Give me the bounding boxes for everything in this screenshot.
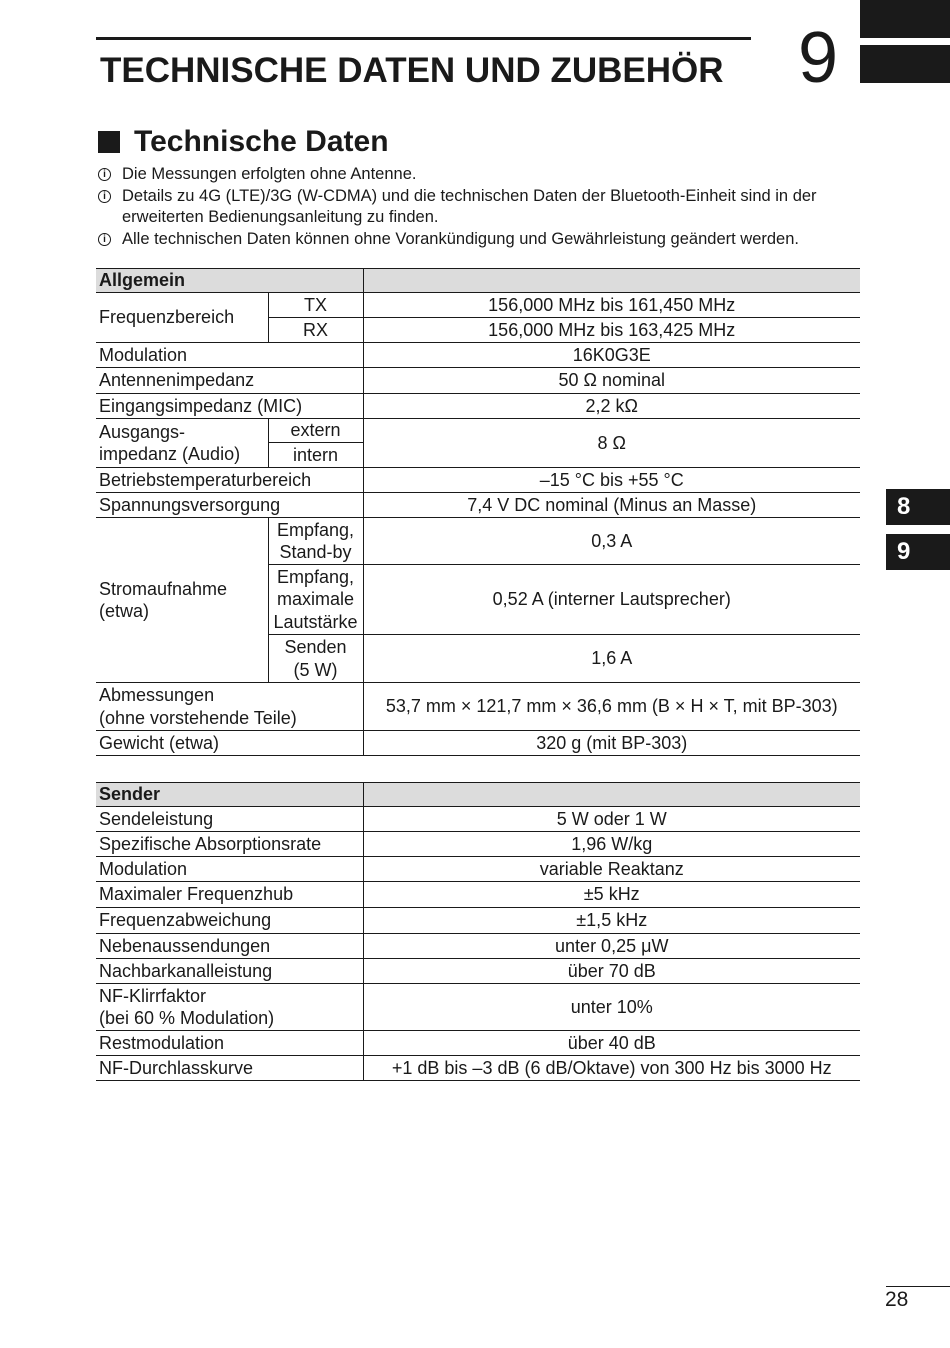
- row-label: Modulation: [96, 343, 363, 368]
- row-label: Nachbarkanalleistung: [96, 959, 363, 984]
- transmitter-heading: Sender: [96, 783, 363, 807]
- note-text: Alle technischen Daten können ohne Vorankündigung und Gewährleistung geändert werden.: [122, 229, 799, 248]
- row-value: +1 dB bis –3 dB (6 dB/Oktave) von 300 Hz bis 3000 Hz: [363, 1056, 860, 1081]
- chapter-number: 9: [798, 18, 839, 98]
- chapter-title: TECHNISCHE DATEN UND ZUBEHÖR: [100, 51, 724, 90]
- row-label-line: NF-Klirrfaktor: [99, 985, 206, 1006]
- table-row: [96, 857, 860, 882]
- row-value: 50 Ω nominal: [363, 368, 860, 394]
- row-sublabel: extern: [268, 419, 363, 443]
- row-value: 16K0G3E: [363, 343, 860, 368]
- row-label: [96, 984, 363, 1031]
- section-heading: [98, 124, 389, 160]
- row-label: Frequenzbereich: [96, 293, 268, 343]
- header-blank-cell: [363, 269, 860, 293]
- table-row: [96, 468, 860, 493]
- row-sublabel-line: Senden: [284, 637, 347, 657]
- section-title: Technische Daten: [134, 125, 389, 158]
- table-row: [96, 807, 860, 832]
- square-bullet-icon: [98, 131, 120, 153]
- row-sublabel: intern: [268, 443, 363, 468]
- row-value: 5 W oder 1 W: [363, 807, 860, 832]
- general-heading: Allgemein: [96, 269, 363, 293]
- side-tab-9[interactable]: 9: [886, 534, 950, 570]
- table-row: [96, 984, 860, 1031]
- table-row: [96, 934, 860, 959]
- note-item: [98, 186, 868, 229]
- row-sublabel: TX: [268, 293, 363, 318]
- table-row: [96, 959, 860, 984]
- row-value: 156,000 MHz bis 163,425 MHz: [363, 318, 860, 343]
- table-row: [96, 518, 860, 565]
- row-sublabel-line: Empfang,: [276, 566, 355, 587]
- row-value: 1,6 A: [363, 635, 860, 683]
- row-value: 156,000 MHz bis 161,450 MHz: [363, 293, 860, 318]
- table-row: [96, 343, 860, 368]
- header-blank-cell: [363, 783, 860, 807]
- footer-rule: [886, 1286, 950, 1287]
- row-label: Eingangsimpedanz (MIC): [96, 394, 363, 419]
- row-value: unter 10%: [363, 984, 860, 1031]
- table-row: [96, 683, 860, 731]
- row-sublabel-line: maximale: [276, 589, 355, 610]
- chapter-tab-bar-top: [860, 0, 950, 38]
- general-spec-table: [96, 268, 860, 756]
- table-row: [96, 1056, 860, 1081]
- row-sublabel: [268, 635, 363, 683]
- row-label: NF-Durchlasskurve: [96, 1056, 363, 1081]
- row-label: [96, 683, 363, 731]
- note-item: [98, 229, 868, 251]
- table-row: [96, 419, 860, 443]
- page-number: 28: [885, 1288, 909, 1311]
- row-value: 2,2 kΩ: [363, 394, 860, 419]
- table-row: [96, 882, 860, 908]
- row-value: 1,96 W/kg: [363, 832, 860, 857]
- row-label-line: (ohne vorstehende Teile): [99, 707, 297, 728]
- header-rule: [96, 37, 751, 40]
- table-header-row: [96, 783, 860, 807]
- row-value: –15 °C bis +55 °C: [363, 468, 860, 493]
- table-row: [96, 293, 860, 318]
- table-row: [96, 908, 860, 934]
- row-label-line: impedanz (Audio): [99, 444, 241, 464]
- notes-list: [98, 164, 868, 250]
- row-label: Maximaler Frequenzhub: [96, 882, 363, 908]
- note-item: [98, 164, 868, 186]
- note-text: Details zu 4G (LTE)/3G (W-CDMA) und die technischen Daten der Bluetooth-Einheit sind in der erweiterten Bedienungsanleitung zu finden.: [122, 186, 817, 226]
- info-icon: i: [98, 233, 111, 246]
- table-row: [96, 394, 860, 419]
- row-value: über 70 dB: [363, 959, 860, 984]
- table-row: [96, 832, 860, 857]
- row-label-line: (etwa): [99, 601, 150, 621]
- row-label: Spezifische Absorptionsrate: [96, 832, 363, 857]
- table-row: [96, 368, 860, 394]
- row-value: unter 0,25 μW: [363, 934, 860, 959]
- side-tab-8[interactable]: 8: [886, 489, 950, 525]
- row-value: ±1,5 kHz: [363, 908, 860, 934]
- row-label: Nebenaussendungen: [96, 934, 363, 959]
- row-sublabel-line: Stand-by: [279, 542, 352, 562]
- row-value: 8 Ω: [363, 419, 860, 468]
- row-value: 53,7 mm × 121,7 mm × 36,6 mm (B × H × T, mit BP-303): [363, 683, 860, 731]
- table-row: [96, 1031, 860, 1056]
- table-header-row: [96, 269, 860, 293]
- row-value: über 40 dB: [363, 1031, 860, 1056]
- row-value: 0,52 A (interner Lautsprecher): [363, 565, 860, 635]
- row-label: Restmodulation: [96, 1031, 363, 1056]
- chapter-tab-bar-bottom: [860, 45, 950, 83]
- row-value: 320 g (mit BP-303): [363, 731, 860, 756]
- row-label-line: Ausgangs-: [99, 421, 186, 442]
- table-row: [96, 731, 860, 756]
- row-sublabel-line: (5 W): [293, 659, 338, 680]
- row-label: Spannungsversorgung: [96, 493, 363, 518]
- row-label: [96, 518, 268, 683]
- row-sublabel-line: Empfang,: [276, 519, 355, 540]
- row-value: ±5 kHz: [363, 882, 860, 908]
- row-label: Frequenzabweichung: [96, 908, 363, 934]
- row-label: Betriebstemperaturbereich: [96, 468, 363, 493]
- row-label-line: Stromaufnahme: [99, 578, 228, 599]
- row-sublabel: RX: [268, 318, 363, 343]
- row-label: Gewicht (etwa): [96, 731, 363, 756]
- row-sublabel-line: Lautstärke: [273, 611, 358, 632]
- row-value: 7,4 V DC nominal (Minus an Masse): [363, 493, 860, 518]
- row-label: Antennenimpedanz: [96, 368, 363, 394]
- row-label: [96, 419, 268, 468]
- row-value: 0,3 A: [363, 518, 860, 565]
- note-text: Die Messungen erfolgten ohne Antenne.: [122, 165, 417, 183]
- row-value: variable Reaktanz: [363, 857, 860, 882]
- table-row: [96, 493, 860, 518]
- info-icon: i: [98, 190, 111, 203]
- row-sublabel: [268, 518, 363, 565]
- info-icon: i: [98, 168, 111, 181]
- row-label-line: Abmessungen: [99, 685, 215, 705]
- row-sublabel: [268, 565, 363, 635]
- row-label: Modulation: [96, 857, 363, 882]
- transmitter-spec-table: [96, 782, 860, 1081]
- row-label-line: (bei 60 % Modulation): [99, 1008, 275, 1028]
- row-label: Sendeleistung: [96, 807, 363, 832]
